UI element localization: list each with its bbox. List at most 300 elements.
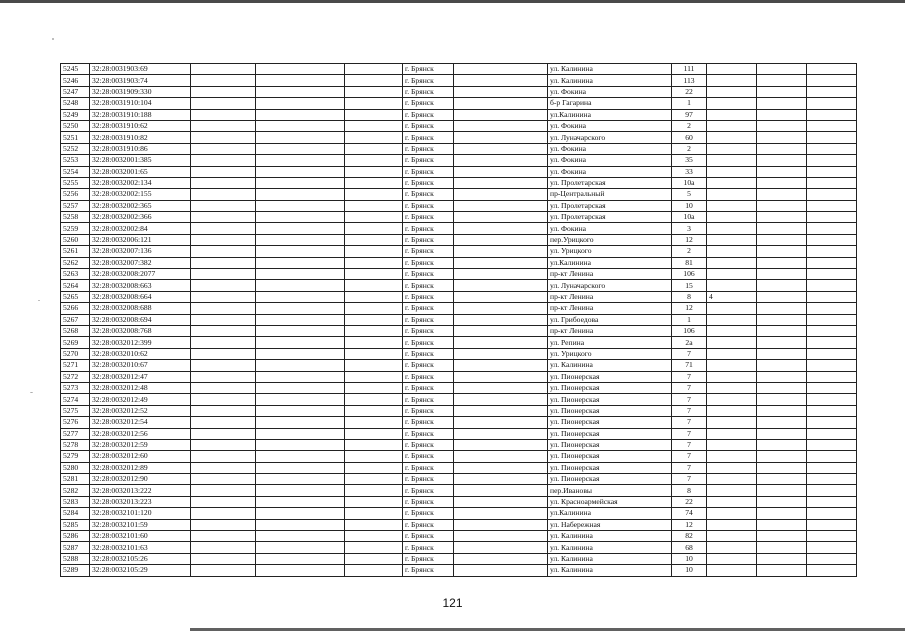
scan-speck [52,38,54,40]
cell-cadastral-number: 32:28:0032006:121 [90,234,191,245]
cell-empty [807,360,857,371]
cell-row-number: 5251 [61,132,90,143]
cell-city: г. Брянск [403,177,454,188]
cell-empty [757,428,807,439]
cell-empty [757,542,807,553]
table-row [61,519,857,530]
cell-empty [345,371,403,382]
table-row [61,553,857,564]
cell-empty [256,325,345,336]
cell-cadastral-number: 32:28:0032013:222 [90,485,191,496]
cell-empty [757,405,807,416]
cell-empty [256,257,345,268]
cell-empty [345,303,403,314]
cell-row-number: 5252 [61,143,90,154]
cell-empty [191,496,256,507]
table-row [61,382,857,393]
cell-empty [345,496,403,507]
cell-cadastral-number: 32:28:0031910:82 [90,132,191,143]
cell-city: г. Брянск [403,143,454,154]
cell-empty [256,451,345,462]
cell-city: г. Брянск [403,542,454,553]
cell-row-number: 5266 [61,303,90,314]
cell-house-number: 60 [672,132,707,143]
cell-empty [345,439,403,450]
cell-empty [191,382,256,393]
cell-row-number: 5246 [61,75,90,86]
cell-street: ул. Луначарского [548,280,672,291]
cell-empty [757,325,807,336]
cell-extra [707,474,757,485]
cell-empty [757,531,807,542]
table-row [61,280,857,291]
cell-empty [807,417,857,428]
cell-extra [707,189,757,200]
cell-empty [807,542,857,553]
cell-row-number: 5284 [61,508,90,519]
cell-empty [807,223,857,234]
cell-house-number: 7 [672,394,707,405]
cell-street: ул. Калинина [548,64,672,75]
cell-house-number: 7 [672,371,707,382]
cell-cadastral-number: 32:28:0032008:2077 [90,269,191,280]
cell-empty [191,189,256,200]
cell-empty [345,508,403,519]
cell-empty [757,314,807,325]
cell-extra [707,143,757,154]
cell-street: ул. Набережная [548,519,672,530]
cell-empty [256,166,345,177]
cell-city: г. Брянск [403,212,454,223]
table-row [61,212,857,223]
cell-empty [454,200,548,211]
cell-city: г. Брянск [403,531,454,542]
cell-city: г. Брянск [403,98,454,109]
table-row [61,496,857,507]
cell-empty [454,553,548,564]
cell-extra [707,485,757,496]
cell-extra [707,303,757,314]
cell-extra [707,462,757,473]
cell-extra [707,496,757,507]
cell-empty [454,565,548,576]
cell-empty [454,485,548,496]
cell-city: г. Брянск [403,303,454,314]
cell-empty [345,223,403,234]
cell-street: ул. Репина [548,337,672,348]
cell-empty [345,382,403,393]
cell-empty [345,280,403,291]
cell-empty [256,86,345,97]
cell-house-number: 8 [672,485,707,496]
cell-street: ул. Фокина [548,86,672,97]
cell-empty [345,337,403,348]
table-row [61,439,857,450]
cell-empty [345,155,403,166]
table-row [61,565,857,576]
cell-row-number: 5278 [61,439,90,450]
cell-house-number: 7 [672,405,707,416]
cell-empty [807,496,857,507]
cell-city: г. Брянск [403,371,454,382]
cell-empty [807,371,857,382]
cell-extra [707,553,757,564]
cell-empty [757,177,807,188]
table-row [61,109,857,120]
cell-house-number: 7 [672,348,707,359]
cell-row-number: 5262 [61,257,90,268]
cell-cadastral-number: 32:28:0032002:84 [90,223,191,234]
table-row [61,189,857,200]
cell-city: г. Брянск [403,166,454,177]
cell-city: г. Брянск [403,496,454,507]
cell-row-number: 5249 [61,109,90,120]
cell-empty [256,303,345,314]
cell-empty [191,405,256,416]
cell-cadastral-number: 32:28:0032101:59 [90,519,191,530]
cell-empty [345,64,403,75]
cell-city: г. Брянск [403,269,454,280]
cell-cadastral-number: 32:28:0032008:664 [90,291,191,302]
cell-empty [345,109,403,120]
cell-street: пр-кт Ленина [548,291,672,302]
table-row [61,86,857,97]
cell-empty [757,337,807,348]
cell-house-number: 71 [672,360,707,371]
cell-empty [256,291,345,302]
cell-row-number: 5245 [61,64,90,75]
cell-empty [256,155,345,166]
cell-street: ул. Пионерская [548,382,672,393]
cell-empty [757,212,807,223]
table-row [61,314,857,325]
cell-empty [345,98,403,109]
cell-empty [345,269,403,280]
cell-empty [454,109,548,120]
cell-street: ул. Пионерская [548,474,672,485]
cell-empty [757,98,807,109]
table-row [61,291,857,302]
cell-empty [191,177,256,188]
cell-empty [454,75,548,86]
cell-row-number: 5277 [61,428,90,439]
cell-empty [345,451,403,462]
cell-house-number: 7 [672,462,707,473]
table-row [61,303,857,314]
cell-empty [454,223,548,234]
cell-house-number: 7 [672,439,707,450]
cell-extra [707,314,757,325]
cell-empty [807,200,857,211]
cell-street: пер.Ивановы [548,485,672,496]
cell-empty [345,417,403,428]
cell-street: пер.Урицкого [548,234,672,245]
cell-empty [454,303,548,314]
cell-house-number: 97 [672,109,707,120]
cell-empty [191,371,256,382]
table-row [61,98,857,109]
cell-house-number: 35 [672,155,707,166]
cell-street: ул. Калинина [548,531,672,542]
cell-cadastral-number: 32:28:0032101:63 [90,542,191,553]
cell-empty [191,337,256,348]
cell-empty [256,553,345,564]
cell-empty [345,132,403,143]
cell-street: ул. Грибоедова [548,314,672,325]
cell-city: г. Брянск [403,474,454,485]
cell-empty [454,542,548,553]
cell-empty [256,98,345,109]
cell-empty [757,519,807,530]
cell-empty [191,394,256,405]
cell-empty [256,371,345,382]
cell-street: ул. Урицкого [548,246,672,257]
cell-house-number: 12 [672,519,707,530]
cell-house-number: 10 [672,553,707,564]
cell-empty [256,496,345,507]
table-row [61,143,857,154]
cell-row-number: 5282 [61,485,90,496]
cell-city: г. Брянск [403,337,454,348]
cell-empty [191,360,256,371]
cell-city: г. Брянск [403,508,454,519]
cell-city: г. Брянск [403,189,454,200]
cell-empty [345,234,403,245]
cell-row-number: 5287 [61,542,90,553]
cell-cadastral-number: 32:28:0031903:74 [90,75,191,86]
cell-empty [345,291,403,302]
cell-cadastral-number: 32:28:0032012:399 [90,337,191,348]
cell-empty [807,177,857,188]
cell-empty [256,212,345,223]
cell-empty [757,451,807,462]
cell-house-number: 81 [672,257,707,268]
cell-street: ул. Калинина [548,553,672,564]
cell-house-number: 2 [672,246,707,257]
cell-extra [707,405,757,416]
cell-empty [757,394,807,405]
cell-empty [454,417,548,428]
cell-extra [707,177,757,188]
cell-extra [707,120,757,131]
cell-empty [345,257,403,268]
cell-empty [256,337,345,348]
cell-cadastral-number: 32:28:0032012:49 [90,394,191,405]
cell-cadastral-number: 32:28:0032002:365 [90,200,191,211]
cell-extra: 4 [707,291,757,302]
cell-row-number: 5247 [61,86,90,97]
cell-house-number: 7 [672,428,707,439]
cell-extra [707,166,757,177]
cell-empty [757,257,807,268]
cell-empty [191,98,256,109]
cell-empty [256,382,345,393]
cell-extra [707,531,757,542]
cell-empty [256,109,345,120]
cell-cadastral-number: 32:28:0032007:382 [90,257,191,268]
cell-empty [256,428,345,439]
cell-row-number: 5250 [61,120,90,131]
cell-street: ул. Пролетарская [548,177,672,188]
table-row [61,474,857,485]
cell-empty [807,382,857,393]
cell-empty [345,394,403,405]
cell-empty [191,223,256,234]
cell-empty [191,451,256,462]
cell-cadastral-number: 32:28:0032002:155 [90,189,191,200]
cell-empty [256,360,345,371]
cell-row-number: 5274 [61,394,90,405]
cell-empty [191,212,256,223]
cell-empty [807,394,857,405]
cell-city: г. Брянск [403,280,454,291]
cell-house-number: 22 [672,86,707,97]
cell-empty [191,314,256,325]
cell-empty [807,75,857,86]
cell-empty [757,303,807,314]
cell-empty [256,75,345,86]
cell-cadastral-number: 32:28:0032012:59 [90,439,191,450]
cell-house-number: 1 [672,98,707,109]
cell-empty [757,120,807,131]
cell-empty [191,508,256,519]
cell-empty [454,531,548,542]
cell-empty [454,508,548,519]
cell-row-number: 5276 [61,417,90,428]
cell-empty [345,531,403,542]
cell-empty [454,132,548,143]
cell-empty [807,189,857,200]
cell-empty [454,428,548,439]
cell-extra [707,257,757,268]
cell-empty [757,291,807,302]
cell-empty [807,257,857,268]
cell-cadastral-number: 32:28:0032007:136 [90,246,191,257]
cell-extra [707,109,757,120]
cell-city: г. Брянск [403,428,454,439]
cell-empty [454,405,548,416]
cell-cadastral-number: 32:28:0032008:694 [90,314,191,325]
cell-row-number: 5268 [61,325,90,336]
cell-empty [191,303,256,314]
cell-empty [345,246,403,257]
cell-cadastral-number: 32:28:0032008:663 [90,280,191,291]
cell-street: ул. Пионерская [548,405,672,416]
cell-cadastral-number: 32:28:0032008:768 [90,325,191,336]
cell-empty [256,189,345,200]
cell-street: ул. Пионерская [548,439,672,450]
cell-street: пр-Центральный [548,189,672,200]
cell-extra [707,280,757,291]
cell-empty [345,166,403,177]
cell-empty [191,280,256,291]
cell-empty [757,200,807,211]
cell-empty [757,280,807,291]
cell-empty [454,519,548,530]
cell-empty [191,462,256,473]
table-row [61,485,857,496]
cell-empty [454,155,548,166]
cell-row-number: 5260 [61,234,90,245]
cell-empty [191,257,256,268]
table-row [61,542,857,553]
cell-cadastral-number: 32:28:0032012:89 [90,462,191,473]
cell-cadastral-number: 32:28:0032010:62 [90,348,191,359]
cell-empty [807,155,857,166]
scan-speck [38,300,40,301]
table-row [61,417,857,428]
cell-house-number: 12 [672,234,707,245]
cell-empty [191,166,256,177]
cell-empty [191,565,256,576]
cell-house-number: 111 [672,64,707,75]
cell-cadastral-number: 32:28:0032105:26 [90,553,191,564]
cell-house-number: 82 [672,531,707,542]
cell-extra [707,508,757,519]
cell-empty [807,98,857,109]
cell-city: г. Брянск [403,439,454,450]
table-row [61,360,857,371]
cell-row-number: 5261 [61,246,90,257]
cell-cadastral-number: 32:28:0032001:385 [90,155,191,166]
cell-cadastral-number: 32:28:0031903:69 [90,64,191,75]
cell-empty [191,553,256,564]
cell-row-number: 5264 [61,280,90,291]
cell-empty [256,474,345,485]
cell-empty [191,531,256,542]
cell-city: г. Брянск [403,348,454,359]
cell-empty [757,64,807,75]
table-row [61,132,857,143]
cell-empty [757,246,807,257]
table-row [61,269,857,280]
cell-cadastral-number: 32:28:0032013:223 [90,496,191,507]
cell-empty [454,166,548,177]
cell-street: ул. Фокина [548,155,672,166]
cell-house-number: 33 [672,166,707,177]
cell-city: г. Брянск [403,325,454,336]
cell-street: ул. Пионерская [548,428,672,439]
cell-empty [454,64,548,75]
cell-empty [454,325,548,336]
cell-empty [256,508,345,519]
cell-extra [707,565,757,576]
cell-cadastral-number: 32:28:0032012:60 [90,451,191,462]
cell-empty [191,86,256,97]
cell-cadastral-number: 32:28:0032001:65 [90,166,191,177]
cell-empty [345,314,403,325]
cell-city: г. Брянск [403,405,454,416]
cell-empty [345,462,403,473]
cell-extra [707,155,757,166]
cell-house-number: 10а [672,177,707,188]
table-row [61,200,857,211]
cell-empty [191,155,256,166]
cell-empty [191,132,256,143]
cell-cadastral-number: 32:28:0032008:688 [90,303,191,314]
cell-empty [807,485,857,496]
cell-city: г. Брянск [403,565,454,576]
cell-empty [345,120,403,131]
cell-empty [345,360,403,371]
cell-empty [807,474,857,485]
cell-empty [807,337,857,348]
cell-empty [757,565,807,576]
cell-empty [757,348,807,359]
cell-cadastral-number: 32:28:0031910:104 [90,98,191,109]
cell-city: г. Брянск [403,246,454,257]
cell-city: г. Брянск [403,155,454,166]
